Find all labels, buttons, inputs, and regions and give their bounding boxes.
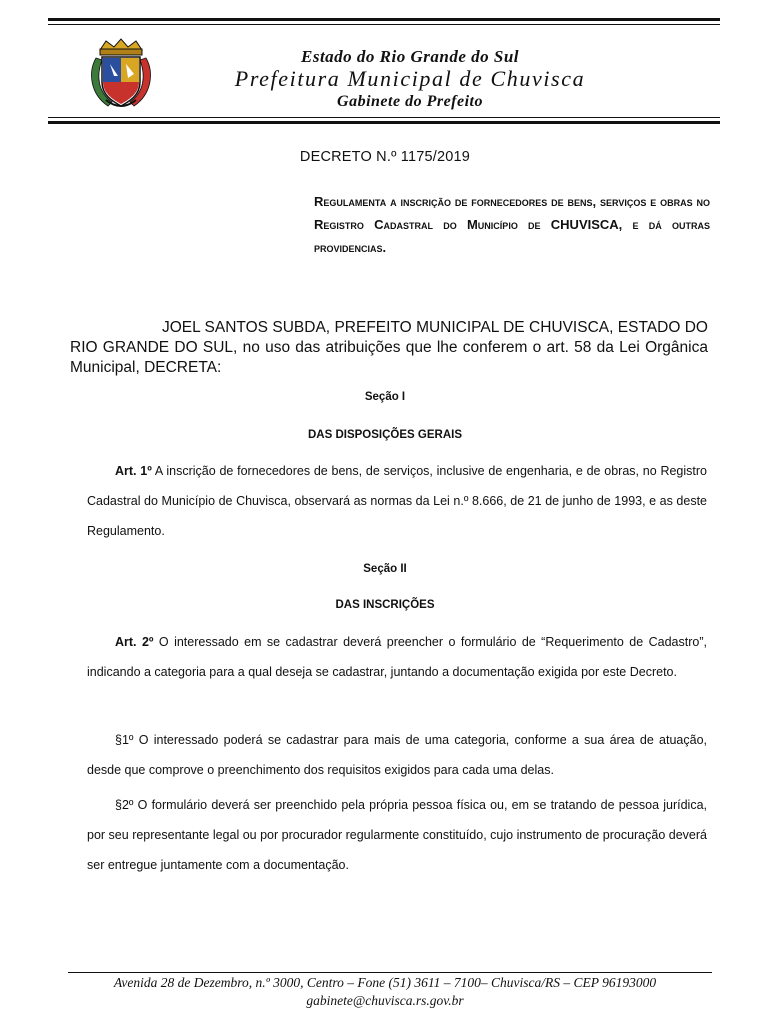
decree-preamble: JOEL SANTOS SUBDA, PREFEITO MUNICIPAL DE CHUVISCA, ESTADO DO RIO GRANDE DO SUL, no uso das atribuições que lhe conferem o art. 58 da Lei Orgânica Municipal, DECRETA: xyxy=(70,319,708,376)
header-prefeitura-name: Prefeitura Municipal de Chuvisca xyxy=(234,66,586,91)
article-1-text: A inscrição de fornecedores de bens, de serviços, inclusive de engenharia, e de obras, no Registro Cadastral do Município de Chuvisca, observará as normas da Lei n.º 8.666, de 21 de junho de 1993, e as deste Regulamento. xyxy=(87,464,707,538)
article-2-label: Art. 2º xyxy=(115,635,154,649)
header-rule-bottom-thin xyxy=(48,117,720,118)
header-rule-top xyxy=(48,18,720,21)
footer-address: Avenida 28 de Dezembro, n.º 3000, Centro – Fone (51) 3611 – 7100– Chuvisca/RS – CEP 96193000 xyxy=(113,975,657,990)
article-2-text: O interessado em se cadastrar deverá preencher o formulário de “Requerimento de Cadastro”, indicando a categoria para a qual deseja se cadastrar, juntando a documentação exigida por este Decreto. xyxy=(87,635,707,679)
section-2-label: Seção II xyxy=(363,563,407,575)
article-1 xyxy=(87,456,707,546)
municipal-coat-of-arms-icon xyxy=(88,38,154,112)
article-2 xyxy=(87,627,707,687)
section-2-title: DAS INSCRIÇÕES xyxy=(335,599,435,611)
article-2-paragraph-2: §2º O formulário deverá ser preenchido pela própria pessoa física ou, em se tratando de pessoa jurídica, por seu representante legal ou por procurador regularmente constituído, cujo instrumento de procuração deverá ser entregue juntamente com a documentação. xyxy=(87,798,707,872)
decree-number: DECRETO N.º 1175/2019 xyxy=(299,149,471,165)
header-gabinete-name: Gabinete do Prefeito xyxy=(337,93,483,110)
article-1-label: Art. 1º xyxy=(115,464,152,478)
section-1-label: Seção I xyxy=(364,391,406,403)
section-1-title: DAS DISPOSIÇÕES GERAIS xyxy=(307,429,462,441)
article-2-paragraph-1: §1º O interessado poderá se cadastrar para mais de uma categoria, conforme a sua área de atuação, desde que comprove o preenchimento dos requisitos exigidos para cada uma delas. xyxy=(87,733,707,777)
header-rule-top-thin xyxy=(48,24,720,25)
footer-email: gabinete@chuvisca.rs.gov.br xyxy=(306,993,464,1008)
footer-rule xyxy=(68,972,712,973)
decree-ementa: Regulamenta a inscrição de fornecedores de bens, serviços e obras no Registro Cadastral do Município de CHUVISCA, e dá outras providencias. xyxy=(314,194,710,255)
header-rule-bottom xyxy=(48,121,720,124)
header-state-name: Estado do Rio Grande do Sul xyxy=(300,47,519,66)
